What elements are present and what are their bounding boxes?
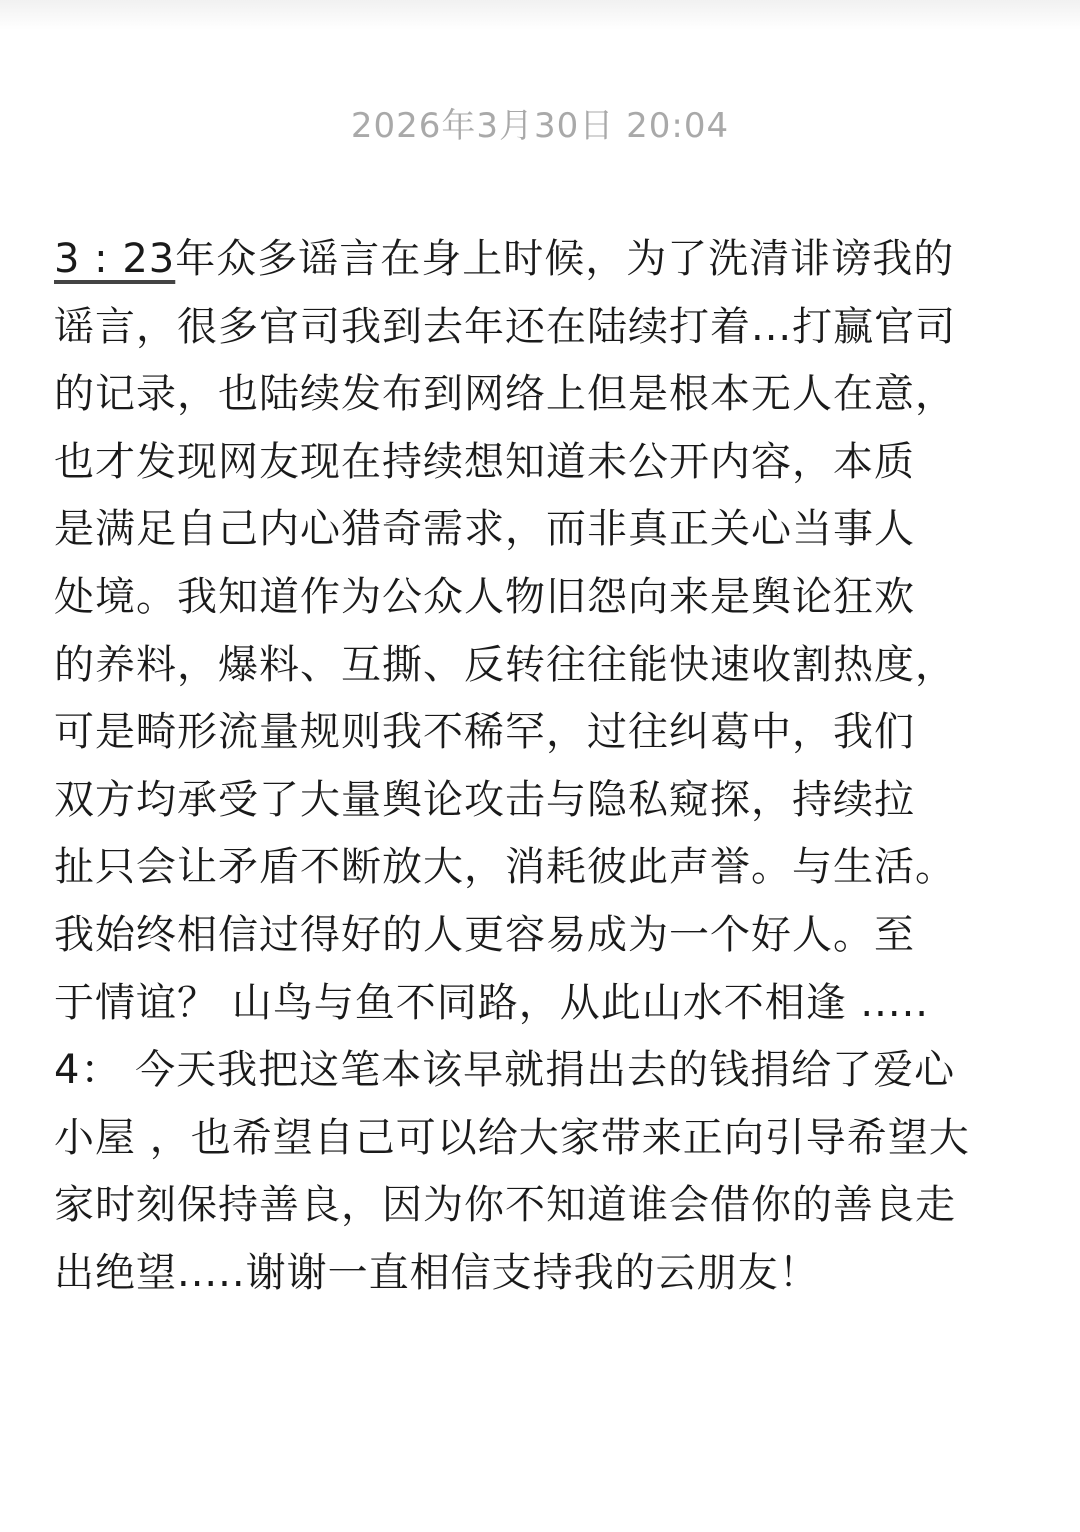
note-line: 于情谊？ 山鸟与鱼不同路，从此山水不相逢 ..... [54, 979, 930, 1026]
note-line [54, 226, 1034, 294]
note-line: 家时刻保持善良，因为你不知道谁会借你的善良走 [54, 1182, 956, 1229]
note-line: 双方均承受了大量舆论攻击与隐私窥探，持续拉 [54, 776, 915, 823]
note-line: 的记录，也陆续发布到网络上但是根本无人在意， [54, 371, 956, 418]
note-line: 小屋 ，也希望自己可以给大家带来正向引导希望大 [54, 1114, 970, 1161]
note-timestamp: 2026年3月30日 20:04 [350, 106, 730, 146]
top-status-fade [0, 0, 1080, 30]
note-line: 可是畸形流量规则我不稀罕，过往纠葛中，我们 [54, 709, 915, 756]
note-line-text: 年众多谣言在身上时候，为了洗清诽谤我的 [175, 236, 955, 282]
note-body[interactable] [54, 226, 1034, 1308]
note-line: 处境。我知道作为公众人物旧怨向来是舆论狂欢 [54, 573, 915, 620]
note-line: 4： 今天我把这笔本该早就捐出去的钱捐给了爱心 [54, 1047, 956, 1094]
note-line: 谣言，很多官司我到去年还在陆续打着...打赢官司 [54, 303, 957, 350]
note-line: 扯只会让矛盾不断放大，消耗彼此声誉。与生活。 [54, 844, 956, 891]
note-line: 我始终相信过得好的人更容易成为一个好人。至 [54, 911, 915, 958]
note-line: 的养料，爆料、互撕、反转往往能快速收割热度， [54, 641, 956, 688]
note-line: 是满足自己内心猎奇需求，而非真正关心当事人 [54, 506, 915, 553]
note-line: 出绝望.....谢谢一直相信支持我的云朋友！ [54, 1249, 820, 1296]
note-lead-number: 3 : 23 [54, 236, 176, 282]
note-line: 也才发现网友现在持续想知道未公开内容，本质 [54, 438, 915, 485]
